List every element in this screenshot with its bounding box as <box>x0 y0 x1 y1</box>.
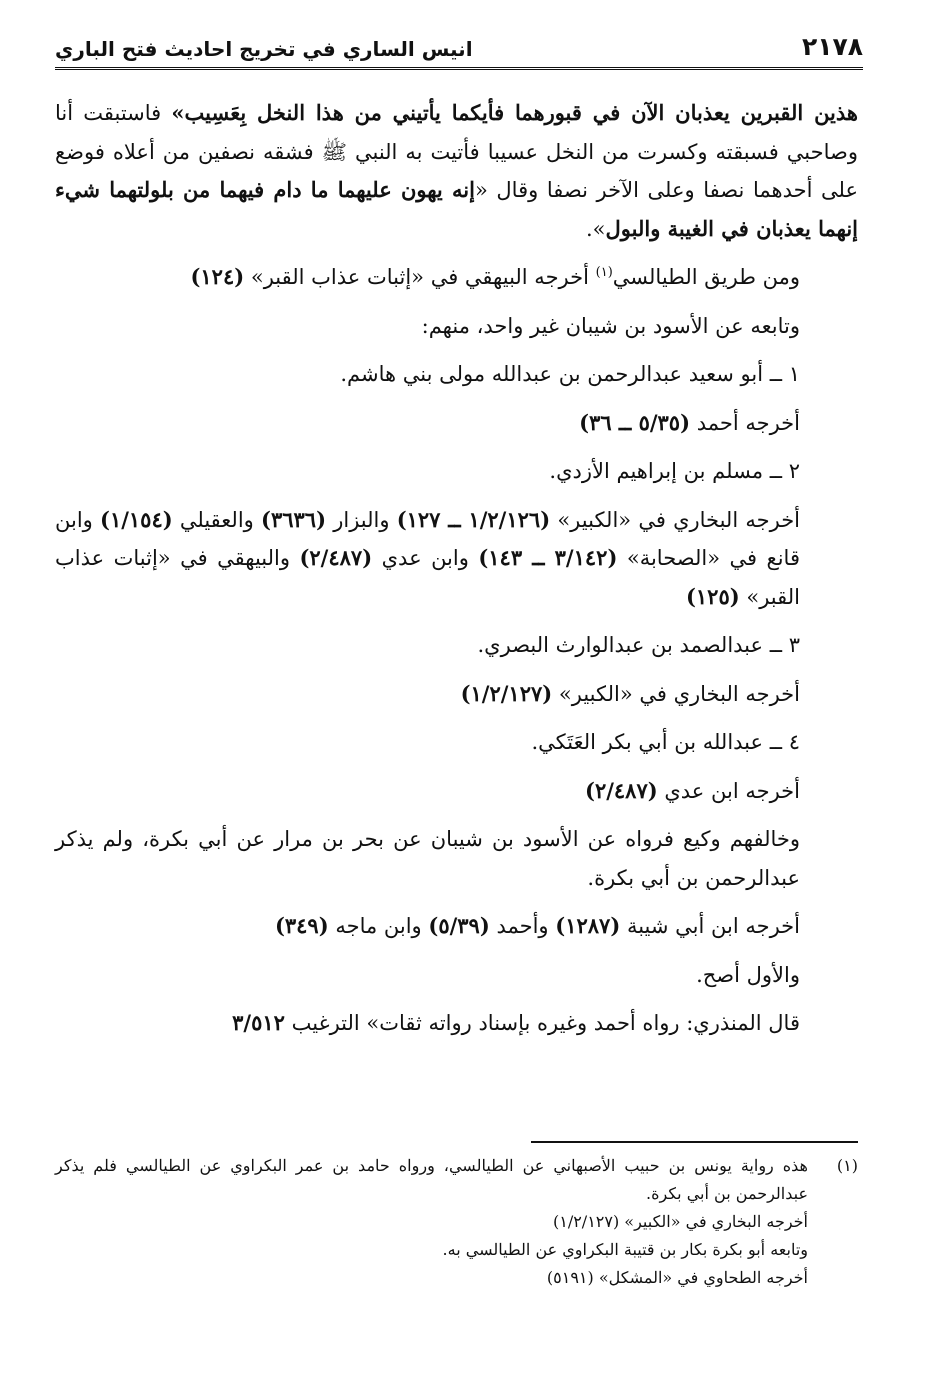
hadith-text-end: ». <box>586 216 606 241</box>
hadith-text-bold: هذين القبرين يعذبان الآن في قبورهما فأيكما يأتيني من هذا النخل بِعَسِيب» <box>171 100 858 125</box>
waki-sources <box>55 907 858 946</box>
text-segment: قال المنذري: رواه أحمد وغيره بإسناد رواته ثقات» الترغيب <box>284 1011 800 1035</box>
narrator-1-source <box>55 404 858 443</box>
text-segment: أخرجه ابن عدي <box>657 778 800 803</box>
text-segment: وأحمد <box>489 914 556 938</box>
footnote-separator <box>531 1141 858 1143</box>
reference-number: (٣٦٣٦) <box>261 506 327 532</box>
text-segment: أخرجه ابن أبي شيبة <box>620 914 800 938</box>
footnote-reference: (١) <box>595 265 613 280</box>
reference-number: (١٢٤) <box>190 264 245 289</box>
text-segment: أخرجه البخاري في «الكبير» <box>552 681 800 706</box>
running-header <box>55 30 863 70</box>
narrator-item-3: ٣ ــ عبدالصمد بن عبدالوارث البصري. <box>477 633 800 657</box>
reference-number: (١/٢/١٢٦ ــ ١٢٧) <box>396 506 551 532</box>
text-segment: وابن عدي <box>372 546 479 570</box>
footnotes <box>55 1152 858 1292</box>
reference-number: (١٢٨٧) <box>555 913 621 938</box>
narrator-item-2: ٢ ــ مسلم بن إبراهيم الأزدي. <box>549 459 800 483</box>
page-number: ٢١٧٨ <box>801 32 863 61</box>
reference-number: (٣٤٩) <box>274 913 329 938</box>
waki-variant: وخالفهم وكيع فرواه عن الأسود بن شيبان عن بحر بن مرار عن أبي بكرة، ولم يذكر عبدالرحمن بن أبي بكرة. <box>55 827 800 890</box>
main-text <box>55 94 858 1043</box>
mundhiri-quote <box>55 1004 858 1043</box>
reference-number: (٣/١٤٢ ــ ١٤٣) <box>478 545 618 570</box>
text-segment: والبيهقي في «إثبات عذاب القبر» <box>55 546 800 609</box>
footnote-line: أخرجه البخاري في «الكبير» (١/٢/١٢٧) <box>552 1212 808 1231</box>
reference-number: (١/١٥٤) <box>100 506 173 532</box>
reference-number: (١٢٥) <box>685 583 740 609</box>
text-segment: وابن قانع في «الصحابة» <box>55 507 800 570</box>
reference-number: (٥/٣٥ ــ ٣٦) <box>579 409 691 435</box>
narrator-4-source <box>55 772 858 811</box>
followers-intro: وتابعه عن الأسود بن شيبان غير واحد، منهم: <box>421 313 800 338</box>
reference-number: (١/٢/١٢٧) <box>460 680 553 706</box>
text-segment: أخرجه البخاري في «الكبير» <box>550 507 801 532</box>
footnote-mark: (١) <box>836 1156 858 1175</box>
text-segment: والعقيلي <box>172 507 262 532</box>
footnote-line: وتابعه أبو بكرة بكار بن قتيبة البكراوي عن الطيالسي به. <box>442 1240 808 1259</box>
hadith-paragraph <box>55 94 858 248</box>
reference-number: (٢/٤٨٧) <box>585 777 658 803</box>
narrator-3-source <box>55 675 858 714</box>
reference-number: ٣/٥١٢ <box>232 1010 285 1035</box>
narrator-item-1: ١ ــ أبو سعيد عبدالرحمن بن عبدالله مولى بني هاشم. <box>340 362 800 386</box>
book-title: انيس الساري في تخريج احاديث فتح الباري <box>55 37 473 61</box>
text-segment: وابن ماجه <box>328 914 429 938</box>
reference-number: (٢/٤٨٧) <box>299 545 373 570</box>
text-segment: أخرجه أحمد <box>690 410 800 435</box>
footnote-1 <box>55 1152 858 1208</box>
text-segment: ومن طريق الطيالسي <box>612 265 800 289</box>
narrator-item-4: ٤ ــ عبدالله بن أبي بكر العَتَكي. <box>531 730 800 754</box>
text-segment: والبزار <box>326 507 397 532</box>
text-segment: أخرجه البيهقي في «إثبات عذاب القبر» <box>244 265 596 289</box>
hadith-text-bold-2: إنه يهون عليهما ما دام فيهما من بلولتهما شيء إنهما يعذبان في الغيبة والبول <box>55 177 858 241</box>
takhrij-tayalisi <box>55 258 858 297</box>
verdict: والأول أصح. <box>696 962 800 987</box>
narrator-2-source <box>55 501 858 617</box>
hadith-text: فاستبقت أنا وصاحبي فسبقته وكسرت من النخل عسيبا فأتيت به النبي ﷺ فشقه نصفين من أعلاه فوضع على أحدهما نصفا وعلى الآخر نصفا وقال « <box>55 101 859 202</box>
reference-number: (٥/٣٩) <box>428 913 490 938</box>
footnote-line: أخرجه الطحاوي في «المشكل» (٥١٩١) <box>546 1268 808 1287</box>
footnote-text: هذه رواية يونس بن حبيب الأصبهاني عن الطيالسي، ورواه حامد بن عمر البكراوي عن الطيالسي فلم يذكر عبدالرحمن بن أبي بكرة. <box>55 1156 808 1203</box>
